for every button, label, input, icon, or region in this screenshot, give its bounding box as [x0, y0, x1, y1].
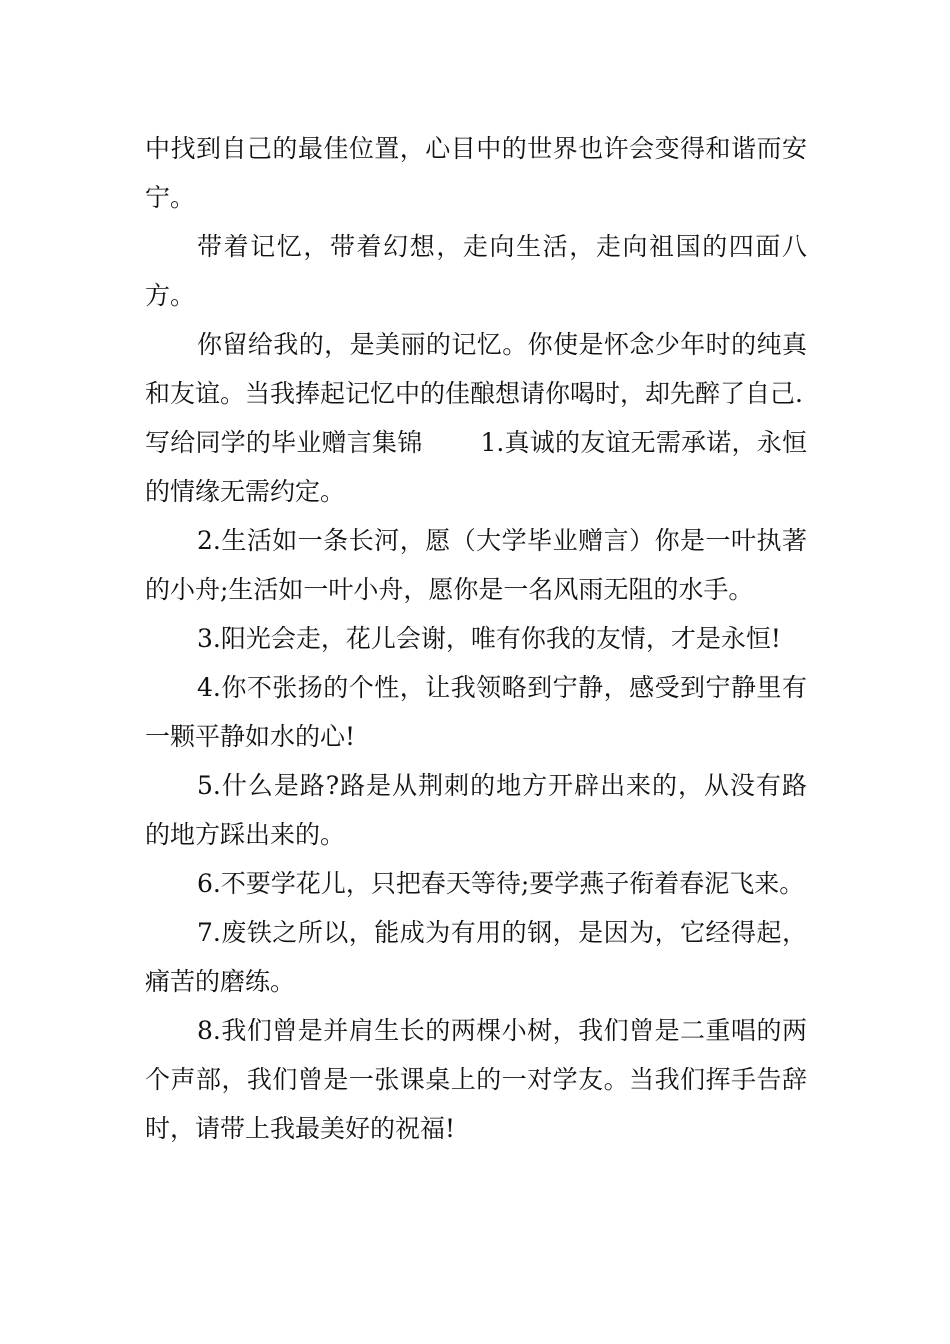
paragraph-memories-friendship: 你留给我的，是美丽的记忆。你使是怀念少年时的纯真和友谊。当我捧起记忆中的佳酿想请你喝时，却先醉了自己.: [145, 330, 807, 408]
list-item-1: 1.真诚的友谊无需承诺，永恒的情缘无需约定。: [145, 428, 807, 506]
section-heading-line: [145, 418, 807, 516]
list-item-6: 6.不要学花儿，只把春天等待;要学燕子衔着春泥飞来。: [197, 869, 805, 898]
list-item-5: 5.什么是路?路是从荆刺的地方开辟出来的，从没有路的地方踩出来的。: [145, 771, 807, 849]
list-item-8: 8.我们曾是并肩生长的两棵小树，我们曾是二重唱的两个声部，我们曾是一张课桌上的一对学友。当我们挥手告辞时，请带上我最美好的祝福!: [145, 1016, 807, 1143]
paragraph-memories-future: 带着记忆，带着幻想，走向生活，走向祖国的四面八方。: [145, 232, 807, 310]
list-item-3: 3.阳光会走，花儿会谢，唯有你我的友情，才是永恒!: [197, 624, 781, 653]
paragraph-continuation: 中找到自己的最佳位置，心目中的世界也许会变得和谐而安宁。: [145, 134, 807, 212]
list-item-7: 7.废铁之所以，能成为有用的钢，是因为，它经得起，痛苦的磨练。: [145, 918, 807, 996]
list-item-4: 4.你不张扬的个性，让我领略到宁静，感受到宁静里有一颗平静如水的心!: [145, 673, 807, 751]
section-heading: 写给同学的毕业赠言集锦: [145, 428, 423, 457]
list-item-2: 2.生活如一条长河，愿（大学毕业赠言）你是一叶执著的小舟;生活如一叶小舟，愿你是一名风雨无阻的水手。: [145, 526, 807, 604]
document-page: [145, 124, 807, 1153]
